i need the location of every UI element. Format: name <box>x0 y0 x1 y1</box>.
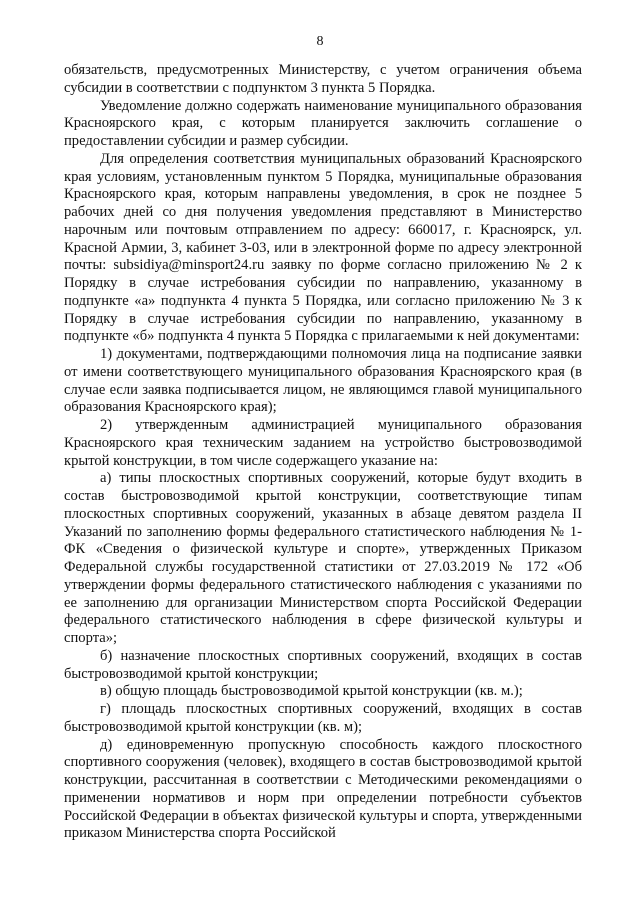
subitem-d: д) единовременную пропускную способность каждого плоскостного спортивного сооружения (человек), входящего в состав быстровозводимой крытой конструкции, рассчитанная в соответствии с Методическими рекомендациями о применении нормативов и норм при определении потребности субъектов Российской Федерации в объектах физической культуры и спорта, утвержденными приказом Министерства спорта Российской <box>64 736 582 842</box>
subitem-v: в) общую площадь быстровозводимой крытой конструкции (кв. м.); <box>100 683 523 700</box>
document-body <box>64 62 582 843</box>
paragraph-1: обязательств, предусмотренных Министерству, с учетом ограничения объема субсидии в соответствии с подпунктом 3 пункта 5 Порядка. <box>64 62 582 96</box>
subitem-a: а) типы плоскостных спортивных сооружений, которые будут входить в состав быстровозводимой крытой конструкции, соответствующие типам плоскостных спортивных сооружений, указанных в абзаце девятом раздела II Указаний по заполнению формы федерального статистического наблюдения № 1-ФК «Сведения о физической культуре и спорте», утвержденных Приказом Федеральной службы государственной статистики от 27.03.2019 № 172 «Об утверждении формы федерального статистического наблюдения с указаниями по ее заполнению для организации Министерством спорта Российской Федерации федерального статистического наблюдения в сфере физической культуры и спорта»; <box>64 470 582 646</box>
paragraph-determination: Для определения соответствия муниципальных образований Красноярского края условиям, установленным пунктом 5 Порядка, муниципальные образования Красноярского края, которым направлены уведомления, в срок не позднее 5 рабочих дней со дня получения уведомления представляют в Министерство нарочным или почтовым отправлением по адресу: 660017, г. Красноярск, ул. Красной Армии, 3, кабинет 3-03, или в электронной форме по адресу электронной почты: subsidiya@minsport24.ru заявку по форме согласно приложению № 2 к Порядку в случае истребования субсидии по направлению, указанному в подпункте «а» подпункта 4 пункта 5 Порядка, или согласно приложению № 3 к Порядку в случае истребования субсидии по направлению, указанному в подпункте «б» подпункта 4 пункта 5 Порядка с прилагаемыми к ней документами: <box>64 150 582 345</box>
subitem-g: г) площадь плоскостных спортивных сооружений, входящих в состав быстровозводимой крытой конструкции (кв. м); <box>64 701 582 735</box>
list-item-2: 2) утвержденным администрацией муниципального образования Красноярского края техническим заданием на устройство быстровозводимой крытой конструкции, в том числе содержащего указание на: <box>64 417 582 469</box>
subitem-b: б) назначение плоскостных спортивных сооружений, входящих в состав быстровозводимой крытой конструкции; <box>64 647 582 682</box>
list-item-1: 1) документами, подтверждающими полномочия лица на подписание заявки от имени соответствующего муниципального образования Красноярского края (в случае если заявка подписывается лицом, не являющимся главой муниципального образования Красноярского края); <box>64 346 582 416</box>
paragraph-notification: Уведомление должно содержать наименование муниципального образования Красноярского края, с которым планируется заключить соглашение о предоставлении субсидии и размер субсидии. <box>64 97 582 149</box>
page-number: 8 <box>316 34 324 49</box>
